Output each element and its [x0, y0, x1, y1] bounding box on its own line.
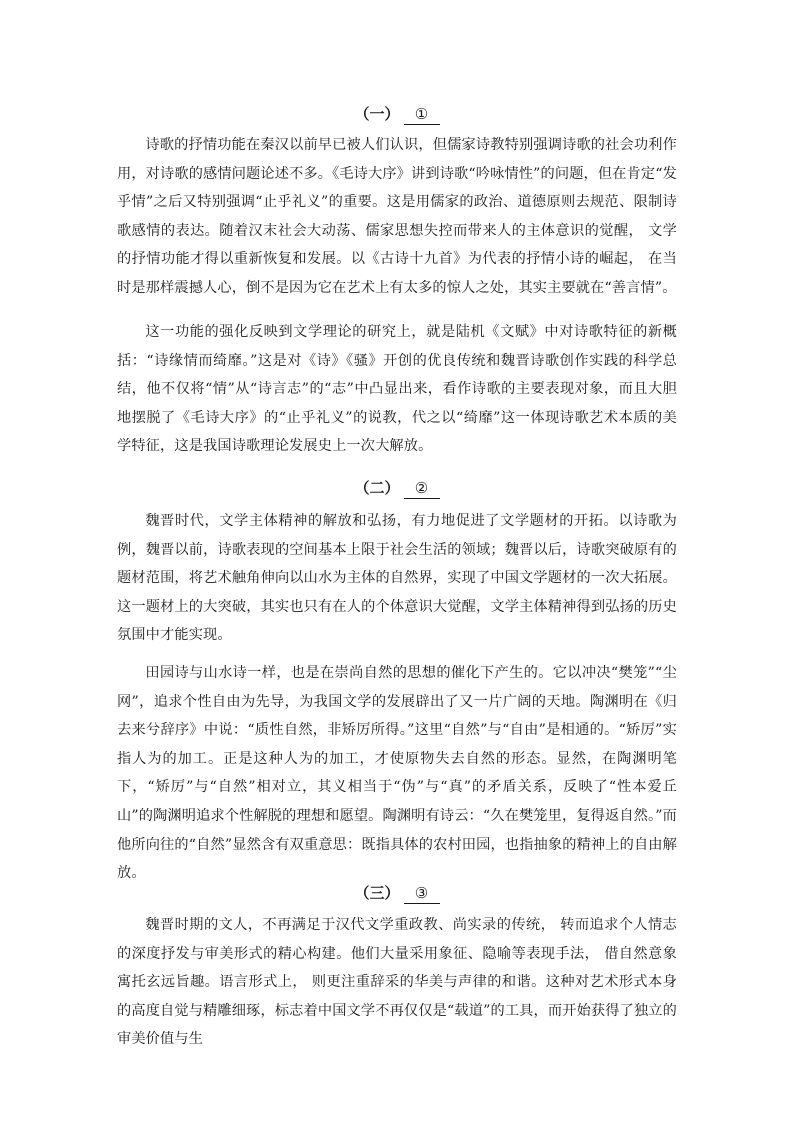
section-1-answer-blank: ①: [404, 104, 440, 125]
section-3-paragraph-1: 魏晋时期的文人，不再满足于汉代文学重政教、尚实录的传统， 转而追求个人情志的深度抒发与审美形式的精心构建。他们大量采用象征、隐喻等表现手法， 借自然意象寓托玄远旨趣。语言形式上， 则更注重辞采的华美与声律的和谐。这种对艺术形式本身的高度自觉与精雕细琢，标志着中国文学不再仅仅是“载道”的工具，而开始获得了独立的审美价值与生: [117, 917, 677, 1048]
section-3-answer-blank: ③: [404, 883, 440, 904]
section-2-number: （二）: [354, 479, 400, 497]
section-2-answer-blank: ②: [404, 478, 440, 499]
section-3-number: （三）: [354, 884, 400, 902]
section-3-heading: [0, 883, 794, 904]
section-2-paragraph-2: 田园诗与山水诗一样，也是在崇尚自然的思想的催化下产生的。它以冲决“樊笼”“尘网”，追求个性自由为先导，为我国文学的发展辟出了又一片广阔的天地。陶渊明在《归去来兮辞序》中说：“质性自然，非矫厉所得。”这里“自然”与“自由”是相通的。“矫厉”实指人为的加工。正是这种人为的加工，才使原物失去自然的形态。显然，在陶渊明笔下，“矫厉”与“自然”相对立，其义相当于“伪”与“真”的矛盾关系，反映了“性本爱丘山”的陶渊明追求个性解脱的理想和愿望。陶渊明有诗云：“久在樊笼里，复得返自然。”而他所向往的“自然”显然含有双重意思：既指具体的农村田园，也指抽象的精神上的自由解放。: [117, 665, 677, 882]
section-1-number: （一）: [354, 105, 400, 123]
section-1-paragraph-2: 这一功能的强化反映到文学理论的研究上，就是陆机《文赋》中对诗歌特征的新概括：“诗缘情而绮靡。”这是对《诗》《骚》开创的优良传统和魏晋诗歌创作实践的科学总结，他不仅将“情”从“诗言志”的“志”中凸显出来，看作诗歌的主要表现对象，而且大胆地摆脱了《毛诗大序》的“止乎礼义”的说教，代之以“绮靡”这一体现诗歌艺术本质的美学特征，这是我国诗歌理论发展史上一次大解放。: [117, 324, 677, 455]
section-2-heading: [0, 478, 794, 499]
section-1-paragraph-1: 诗歌的抒情功能在秦汉以前早已被人们认识，但儒家诗教特别强调诗歌的社会功利作用，对诗歌的感情问题论述不多。《毛诗大序》讲到诗歌“吟咏情性”的问题，但在肯定“发乎情”之后又特别强调“止乎礼义”的重要。这是用儒家的政治、道德原则去规范、限制诗歌感情的表达。随着汉末社会大动荡、儒家思想失控而带来人的主体意识的觉醒， 文学的抒情功能才得以重新恢复和发展。以《古诗十九首》为代表的抒情小诗的崛起， 在当时是那样震撼人心，倒不是因为它在艺术上有太多的惊人之处，其实主要就在“善言情”。: [117, 137, 677, 296]
section-1-heading: [0, 104, 794, 125]
section-2-paragraph-1: 魏晋时代，文学主体精神的解放和弘扬，有力地促进了文学题材的开拓。以诗歌为例，魏晋以前，诗歌表现的空间基本上限于社会生活的领域；魏晋以后，诗歌突破原有的题材范围，将艺术触角伸向以山水为主体的自然界，实现了中国文学题材的一次大拓展。这一题材上的大突破，其实也只有在人的个体意识大觉醒，文学主体精神得到弘扬的历史氛围中才能实现。: [117, 513, 677, 644]
